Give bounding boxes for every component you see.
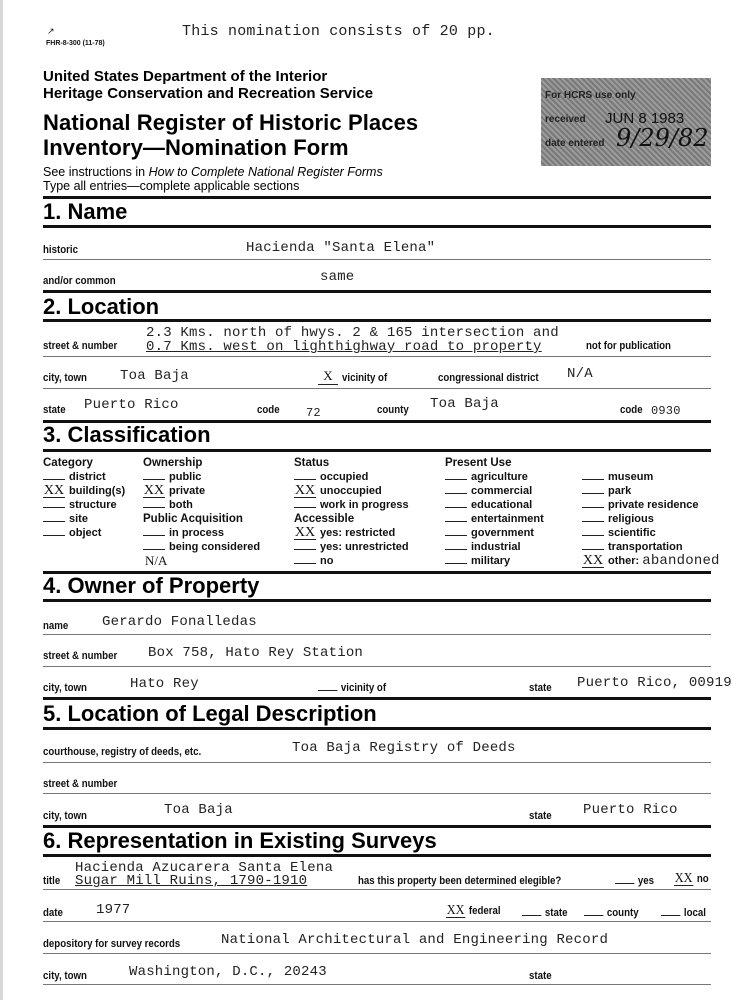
ownership-group <box>143 456 260 568</box>
checkbox[interactable] <box>294 541 316 550</box>
corner-mark: ↗ <box>47 26 55 36</box>
stamp-date-entered-label: date entered <box>545 138 605 149</box>
common-label: and/or common <box>43 275 116 287</box>
acquisition-being-considered[interactable] <box>143 540 260 554</box>
option-label: local <box>683 907 706 919</box>
instructions-line1 <box>43 165 383 179</box>
option-label: transportation <box>608 541 683 553</box>
vicinity-label: vicinity of <box>340 682 387 694</box>
county-label: county <box>377 404 409 416</box>
use-scientific[interactable] <box>582 526 720 540</box>
option-label: agriculture <box>471 471 528 483</box>
checkbox[interactable] <box>445 555 467 564</box>
use-commercial[interactable] <box>445 484 544 498</box>
accessible-restricted[interactable] <box>294 526 409 540</box>
status-heading: Status <box>294 457 330 469</box>
rule <box>43 319 711 322</box>
option-label: other: <box>608 555 640 567</box>
rule <box>43 290 711 293</box>
form-number: FHR-8-300 (11-78) <box>46 40 105 47</box>
checkbox-checked[interactable]: XX <box>294 483 316 498</box>
checkbox[interactable] <box>294 499 316 508</box>
category-district[interactable] <box>43 470 125 484</box>
survey-city-label: city, town <box>43 970 87 982</box>
survey-title-line1[interactable]: Hacienda Azucarera Santa Elena <box>75 860 334 876</box>
status-unoccupied[interactable] <box>294 484 409 498</box>
other-use-field[interactable]: abandoned <box>642 553 720 569</box>
eligible-question: has this property been determined elegible? <box>358 875 562 887</box>
survey-title-line2[interactable]: Sugar Mill Ruins, 1790-1910 <box>75 873 308 889</box>
checkbox[interactable] <box>615 875 634 884</box>
option-label: in process <box>169 527 225 539</box>
checkbox[interactable] <box>582 485 604 494</box>
option-label: district <box>69 471 106 483</box>
acquisition-value[interactable]: N/A <box>145 553 168 568</box>
congress-label: congressional district <box>438 372 539 384</box>
option-label: no <box>320 555 334 567</box>
rule <box>43 727 711 730</box>
level-state[interactable] <box>522 907 567 919</box>
accessible-heading: Accessible <box>294 513 355 525</box>
eligible-yes[interactable] <box>615 875 654 887</box>
survey-date-label: date <box>43 907 63 919</box>
stamp-heading: For HCRS use only <box>545 90 636 101</box>
section-4-title: 4. Owner of Property <box>43 573 260 598</box>
legal-city-label: city, town <box>43 810 87 822</box>
checkbox-checked[interactable]: XX <box>294 525 316 540</box>
checkbox[interactable] <box>582 471 604 480</box>
owner-vicinity[interactable] <box>318 682 386 694</box>
county-code-field[interactable]: 0930 <box>651 404 681 418</box>
rule <box>43 697 711 700</box>
option-label: structure <box>69 499 117 511</box>
checkbox[interactable] <box>43 499 65 508</box>
rule <box>43 854 711 857</box>
ownership-public[interactable] <box>143 470 260 484</box>
level-local[interactable] <box>661 907 706 919</box>
option-label: unoccupied <box>320 485 382 497</box>
stamp-received-label: received <box>545 114 586 125</box>
use-military[interactable] <box>445 554 544 568</box>
form-title-line2: Inventory—Nomination Form <box>43 135 349 160</box>
option-label: no <box>696 873 709 885</box>
use-religious[interactable] <box>582 512 720 526</box>
eligible-no[interactable] <box>674 873 709 886</box>
street-label: street & number <box>43 340 118 352</box>
checkbox-checked[interactable]: XX <box>446 903 465 918</box>
option-label: government <box>471 527 534 539</box>
checkbox-checked[interactable]: XX <box>143 483 165 498</box>
section-1-title: 1. Name <box>43 199 128 224</box>
state-code-field[interactable]: 72 <box>306 406 321 420</box>
checkbox-checked[interactable]: XX <box>674 871 693 886</box>
checkbox[interactable] <box>445 499 467 508</box>
county-code-label: code <box>620 404 643 416</box>
owner-state-field[interactable]: Puerto Rico, 00919 <box>577 675 732 691</box>
checkbox[interactable] <box>143 527 165 536</box>
option-label: public <box>169 471 202 483</box>
vicinity-checkbox[interactable]: X <box>318 368 338 385</box>
instructions-italic: How to Complete National Register Forms <box>148 165 383 179</box>
rule <box>43 259 711 260</box>
section-2-title: 2. Location <box>43 294 160 319</box>
checkbox[interactable] <box>143 499 165 508</box>
category-site[interactable] <box>43 512 125 526</box>
level-county[interactable] <box>584 907 639 919</box>
option-label: religious <box>608 513 654 525</box>
present-use-heading: Present Use <box>445 457 512 469</box>
option-label: park <box>608 485 632 497</box>
depository-label: depository for survey records <box>43 938 181 950</box>
checkbox[interactable] <box>522 907 541 916</box>
option-label: commercial <box>471 485 533 497</box>
county-field[interactable]: Toa Baja <box>430 396 499 412</box>
option-label: both <box>169 499 193 511</box>
option-label: object <box>69 527 102 539</box>
rule <box>43 196 711 199</box>
courthouse-label: courthouse, registry of deeds, etc. <box>43 746 202 758</box>
owner-name-label: name <box>43 620 69 632</box>
checkbox[interactable] <box>43 471 65 480</box>
checkbox[interactable] <box>294 471 316 480</box>
option-label: federal <box>468 905 501 917</box>
option-label: scientific <box>608 527 656 539</box>
checkbox[interactable] <box>661 907 680 916</box>
option-label: yes <box>637 875 655 887</box>
use-government[interactable] <box>445 526 544 540</box>
owner-city-field[interactable]: Hato Rey <box>130 676 199 692</box>
instructions-prefix: See instructions in <box>43 165 149 179</box>
street-line2[interactable]: 0.7 Kms. west on lighthighway road to property <box>146 339 542 355</box>
nomination-note: This nomination consists of 20 pp. <box>182 23 495 40</box>
option-label: work in progress <box>320 499 409 511</box>
checkbox[interactable] <box>582 513 604 522</box>
owner-name-field[interactable]: Gerardo Fonalledas <box>102 614 257 630</box>
rule <box>43 388 711 389</box>
option-label: building(s) <box>69 485 126 497</box>
checkbox[interactable] <box>143 541 165 550</box>
use-educational[interactable] <box>445 498 544 512</box>
category-heading: Category <box>43 457 93 469</box>
option-label: museum <box>608 471 654 483</box>
legal-street-label: street & number <box>43 778 118 790</box>
agency-line1: United States Department of the Interior <box>43 68 328 85</box>
status-work-in-progress[interactable] <box>294 498 409 512</box>
rule <box>43 599 711 602</box>
option-label: occupied <box>320 471 369 483</box>
use-other[interactable] <box>582 554 720 568</box>
category-structure[interactable] <box>43 498 125 512</box>
section-5-title: 5. Location of Legal Description <box>43 701 377 726</box>
not-for-publication-label: not for publication <box>586 340 671 352</box>
survey-city-field[interactable]: Washington, D.C., 20243 <box>129 964 327 980</box>
checkbox[interactable] <box>582 541 604 550</box>
rule <box>43 793 711 794</box>
stamp-received-date: JUN 8 1983 <box>605 110 685 127</box>
rule <box>43 356 711 357</box>
status-occupied[interactable] <box>294 470 409 484</box>
checkbox[interactable] <box>143 471 165 480</box>
checkbox[interactable] <box>445 541 467 550</box>
courthouse-field[interactable]: Toa Baja Registry of Deeds <box>292 740 516 756</box>
ownership-heading: Ownership <box>143 457 203 469</box>
checkbox[interactable] <box>445 485 467 494</box>
checkbox[interactable] <box>294 555 316 564</box>
depository-field[interactable]: National Architectural and Engineering Record <box>221 932 609 948</box>
rule <box>43 921 711 922</box>
option-label: military <box>471 555 511 567</box>
category-object[interactable] <box>43 526 125 540</box>
rule <box>43 666 711 667</box>
rule <box>43 889 711 890</box>
congress-field[interactable]: N/A <box>567 366 593 382</box>
legal-state-field[interactable]: Puerto Rico <box>583 802 678 818</box>
rule <box>43 762 711 763</box>
checkbox[interactable] <box>318 682 337 691</box>
state-label: state <box>43 404 66 416</box>
street-line1[interactable]: 2.3 Kms. north of hwys. 2 & 165 intersection and <box>146 325 559 341</box>
category-building[interactable] <box>43 484 125 498</box>
use-agriculture[interactable] <box>445 470 544 484</box>
present-use-group-2 <box>582 470 720 568</box>
acquisition-in-process[interactable] <box>143 526 260 540</box>
option-label: private residence <box>608 499 699 511</box>
acquisition-heading: Public Acquisition <box>143 513 243 525</box>
official-use-stamp <box>541 78 711 166</box>
use-private-residence[interactable] <box>582 498 720 512</box>
use-park[interactable] <box>582 484 720 498</box>
accessible-unrestricted[interactable] <box>294 540 409 554</box>
option-label: industrial <box>471 541 521 553</box>
checkbox[interactable] <box>43 513 65 522</box>
state-code-label: code <box>257 404 280 416</box>
legal-state-label: state <box>529 810 552 822</box>
use-transportation[interactable] <box>582 540 720 554</box>
checkbox[interactable] <box>584 907 603 916</box>
common-field[interactable]: same <box>320 269 355 285</box>
use-museum[interactable] <box>582 470 720 484</box>
page-edge <box>0 0 3 1000</box>
owner-street-field[interactable]: Box 758, Hato Rey Station <box>148 645 364 661</box>
owner-city-label: city, town <box>43 682 87 694</box>
option-label: entertainment <box>471 513 544 525</box>
section-3-title: 3. Classification <box>43 422 211 447</box>
ownership-both[interactable] <box>143 498 260 512</box>
ownership-private[interactable] <box>143 484 260 498</box>
state-field[interactable]: Puerto Rico <box>84 397 179 413</box>
option-label: educational <box>471 499 533 511</box>
city-field[interactable]: Toa Baja <box>120 368 189 384</box>
survey-title-label: title <box>43 875 61 887</box>
historic-field[interactable]: Hacienda "Santa Elena" <box>246 240 436 256</box>
section-6-title: 6. Representation in Existing Surveys <box>43 828 437 853</box>
option-label: being considered <box>169 541 261 553</box>
instructions-line2: Type all entries—complete applicable sections <box>43 179 300 193</box>
legal-city-field[interactable]: Toa Baja <box>164 802 233 818</box>
rule <box>43 634 711 635</box>
checkbox[interactable] <box>445 513 467 522</box>
option-label: county <box>606 907 639 919</box>
historic-label: historic <box>43 244 78 256</box>
checkbox[interactable] <box>582 499 604 508</box>
checkbox[interactable] <box>445 471 467 480</box>
agency-line2: Heritage Conservation and Recreation Service <box>43 85 374 102</box>
present-use-group <box>445 456 544 568</box>
checkbox-checked[interactable]: XX <box>43 483 65 498</box>
use-entertainment[interactable] <box>445 512 544 526</box>
owner-street-label: street & number <box>43 650 118 662</box>
rule <box>43 449 711 452</box>
survey-date-field[interactable]: 1977 <box>96 902 131 918</box>
use-industrial[interactable] <box>445 540 544 554</box>
accessible-no[interactable] <box>294 554 409 568</box>
owner-state-label: state <box>529 682 552 694</box>
level-federal[interactable] <box>446 905 501 918</box>
checkbox[interactable] <box>445 527 467 536</box>
survey-state-label: state <box>529 970 552 982</box>
checkbox[interactable] <box>43 527 65 536</box>
rule <box>43 953 711 954</box>
option-label: site <box>69 513 88 525</box>
stamp-date-entered-value: 9/29/82 <box>616 124 709 152</box>
option-label: private <box>169 485 206 497</box>
checkbox[interactable] <box>582 527 604 536</box>
option-label: yes: restricted <box>320 527 396 539</box>
option-label: yes: unrestricted <box>320 541 409 553</box>
checkbox-checked[interactable]: XX <box>582 553 604 568</box>
category-group <box>43 456 125 540</box>
status-group <box>294 456 409 568</box>
city-label: city, town <box>43 372 87 384</box>
vicinity-label: vicinity of <box>342 372 388 384</box>
option-label: state <box>544 907 568 919</box>
rule <box>43 225 711 228</box>
rule <box>43 984 711 985</box>
form-title-line1: National Register of Historic Places <box>43 110 419 135</box>
